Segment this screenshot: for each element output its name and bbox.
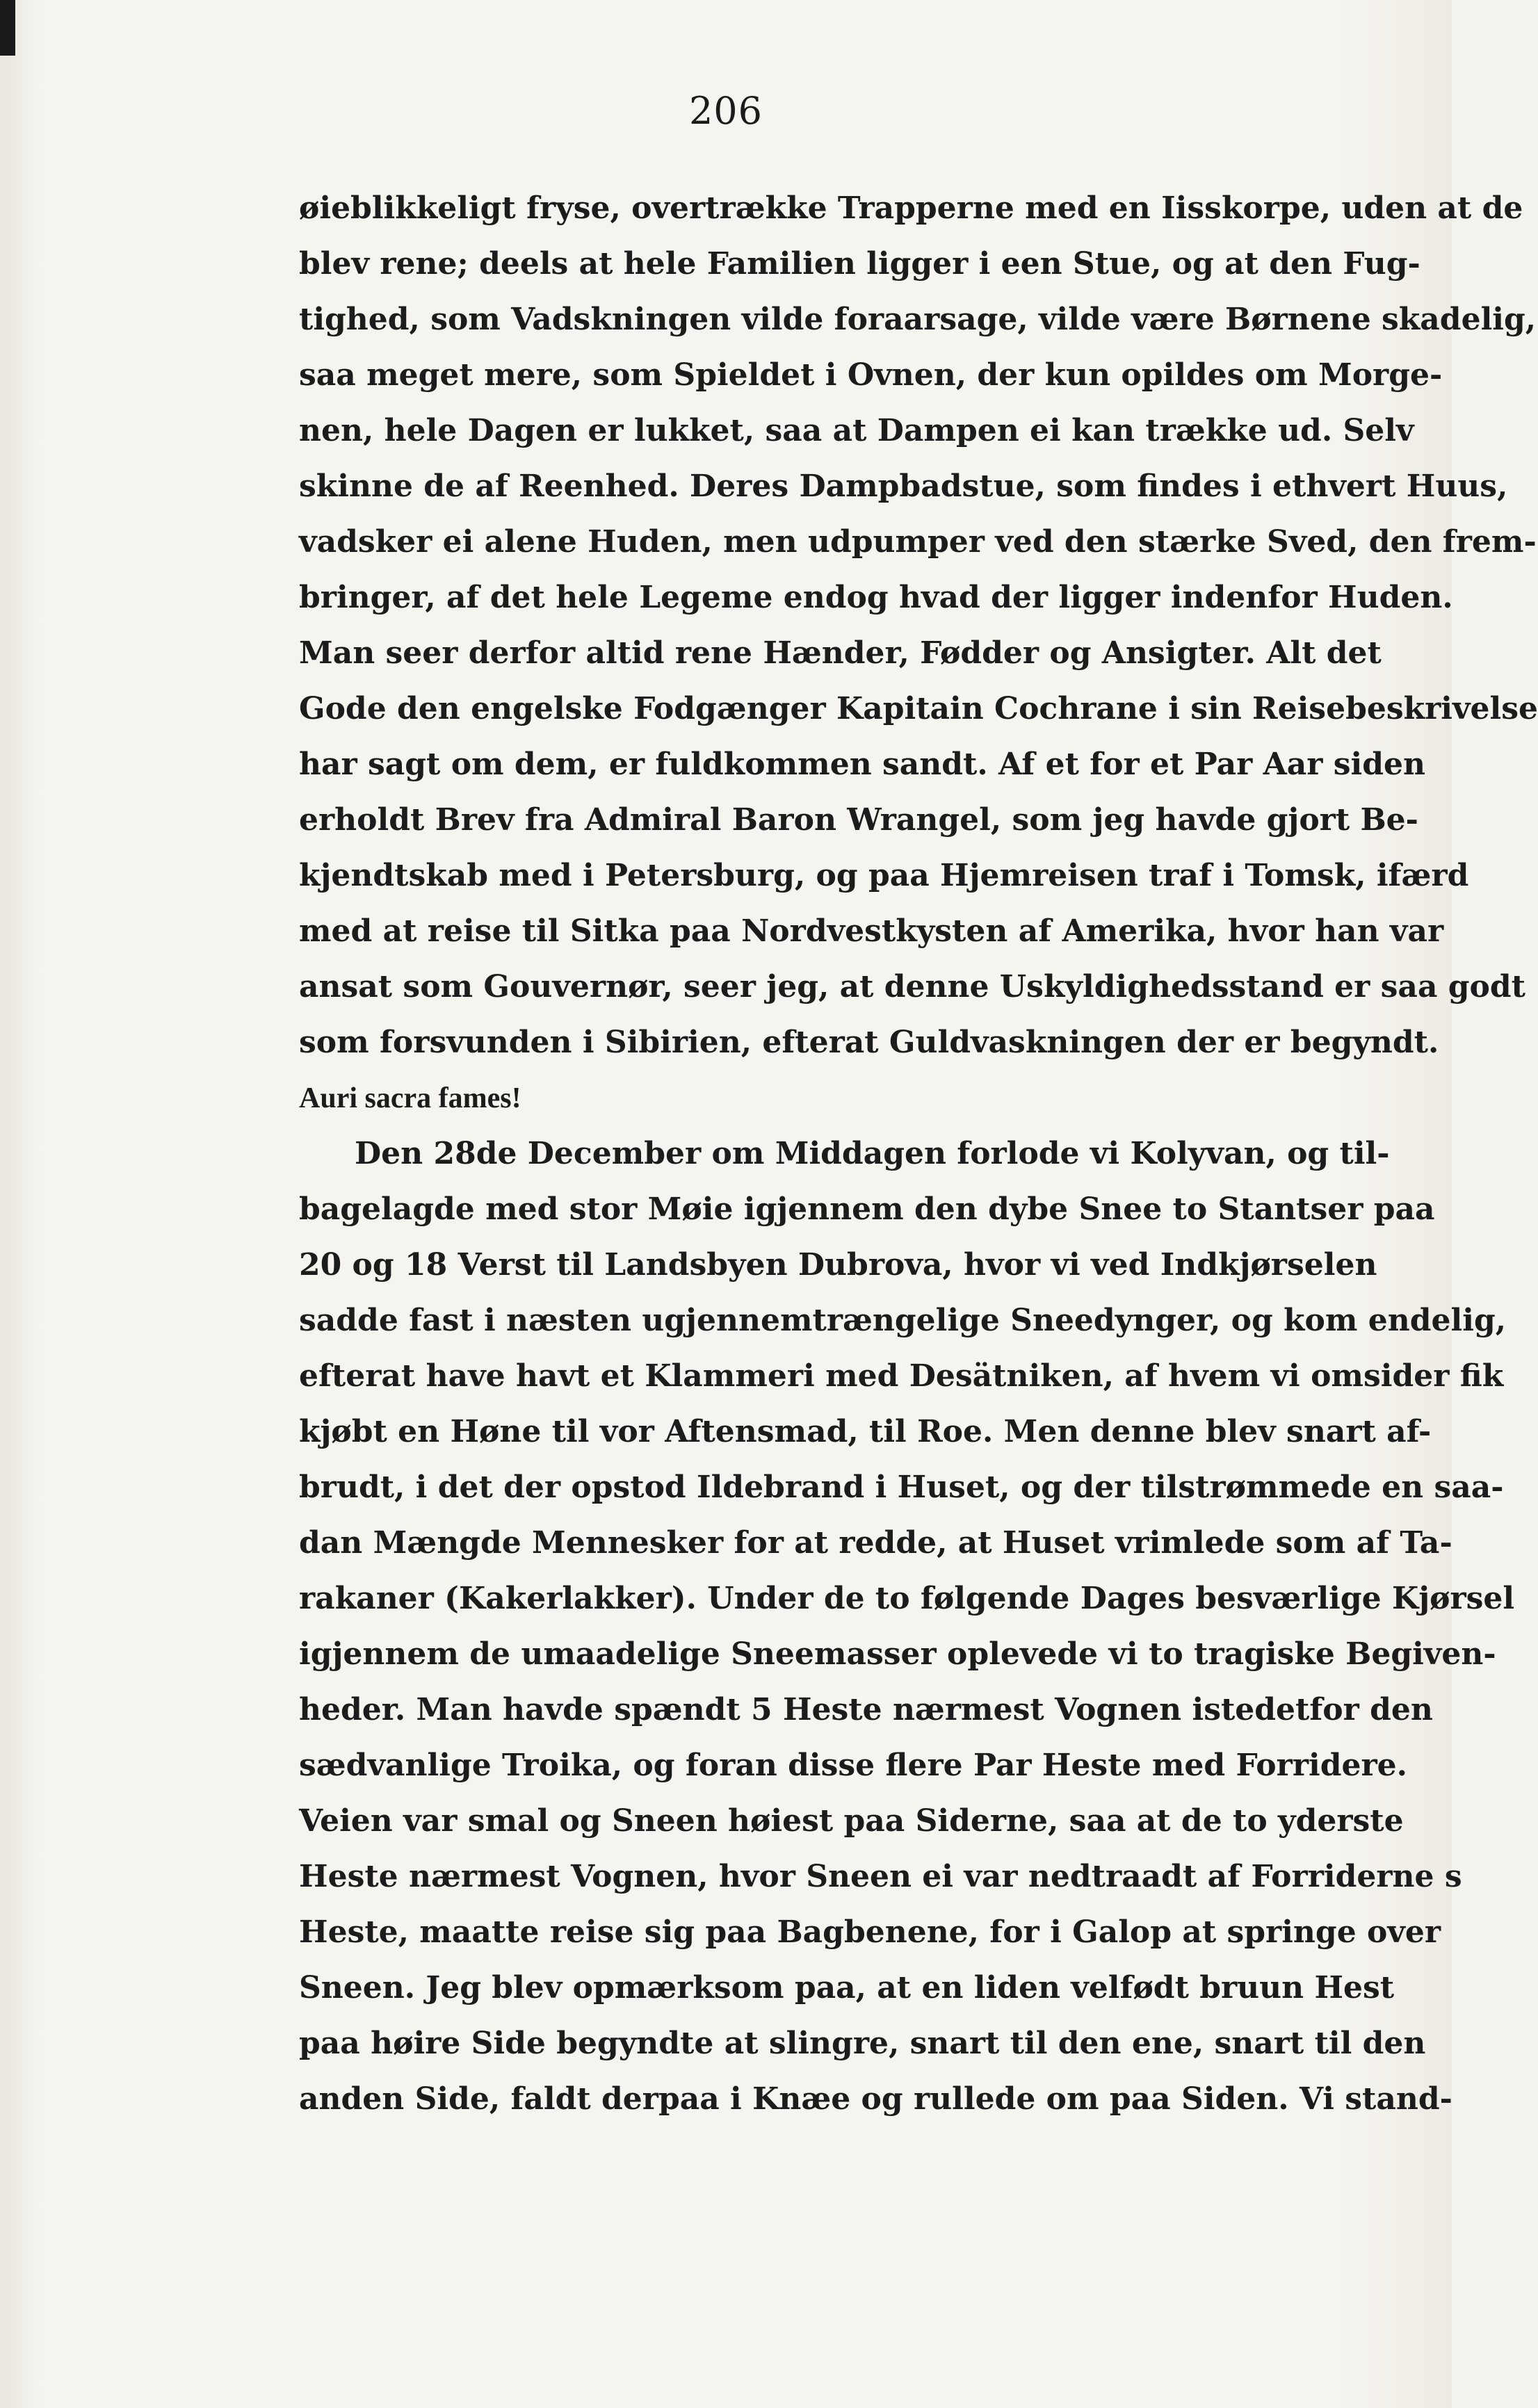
text-line: Veien var smal og Sneen høiest paa Siderne, saa at de to yderste (299, 1803, 1404, 1839)
text-line: Heste, maatte reise sig paa Bagbenene, for i Galop at springe over (299, 1914, 1441, 1950)
text-line: bringer, af det hele Legeme endog hvad der ligger indenfor Huden. (299, 580, 1453, 615)
text-line: som forsvunden i Sibirien, efterat Guldvaskningen der er begyndt. (299, 1025, 1439, 1060)
text-line: rakaner (Kakerlakker). Under de to følgende Dages besværlige Kjørsel (299, 1581, 1515, 1616)
body-text (299, 181, 1538, 2127)
text-line: Sneen. Jeg blev opmærksom paa, at en liden velfødt bruun Hest (299, 1970, 1395, 2006)
text-line: har sagt om dem, er fuldkommen sandt. Af et for et Par Aar siden (299, 747, 1425, 782)
text-line: nen, hele Dagen er lukket, saa at Dampen ei kan trække ud. Selv (299, 413, 1414, 448)
text-line: anden Side, faldt derpaa i Knæe og rullede om paa Siden. Vi stand- (299, 2081, 1452, 2117)
text-line: erholdt Brev fra Admiral Baron Wrangel, som jeg havde gjort Be- (299, 802, 1418, 838)
text-line: med at reise til Sitka paa Nordvestkysten af Amerika, hvor han var (299, 913, 1444, 949)
text-line: bagelagde med stor Møie igjennem den dybe Snee to Stantser paa (299, 1191, 1435, 1227)
text-line: ansat som Gouvernør, seer jeg, at denne Uskyldighedsstand er saa godt (299, 969, 1525, 1004)
text-line: tighed, som Vadskningen vilde foraarsage, vilde være Børnene skadelig, (299, 302, 1537, 337)
text-line: skinne de af Reenhed. Deres Dampbadstue, som findes i ethvert Huus, (299, 469, 1508, 504)
paragraph-start-line: Den 28de December om Middagen forlode vi Kolyvan, og til- (355, 1136, 1390, 1171)
text-line: Man seer derfor altid rene Hænder, Fødder og Ansigter. Alt det (299, 635, 1382, 671)
text-line: Gode den engelske Fodgænger Kapitain Cochrane i sin Reisebeskrivelse (299, 691, 1538, 726)
text-line: sædvanlige Troika, og foran disse flere Par Heste med Forridere. (299, 1748, 1407, 1783)
latin-quote: Auri sacra fames! (299, 1082, 521, 1114)
text-line: sadde fast i næsten ugjennemtrængelige Sneedynger, og kom endelig, (299, 1303, 1507, 1338)
page-number: 206 (688, 89, 763, 133)
text-line: vadsker ei alene Huden, men udpumper ved den stærke Sved, den frem- (299, 524, 1537, 560)
text-line: efterat have havt et Klammeri med Desätniken, af hvem vi omsider fik (299, 1358, 1504, 1394)
text-line: brudt, i det der opstod Ildebrand i Huset, og der tilstrømmede en saa- (299, 1470, 1504, 1505)
text-line: øieblikkeligt fryse, overtrække Trapperne med en Iisskorpe, uden at de (299, 190, 1523, 226)
text-line: paa høire Side begyndte at slingre, snart til den ene, snart til den (299, 2026, 1426, 2061)
text-line: dan Mængde Mennesker for at redde, at Huset vrimlede som af Ta- (299, 1525, 1452, 1561)
text-line: saa meget mere, som Spieldet i Ovnen, der kun opildes om Morge- (299, 357, 1443, 393)
scan-edge-mark (0, 0, 15, 56)
text-line: 20 og 18 Verst til Landsbyen Dubrova, hvor vi ved Indkjørselen (299, 1247, 1377, 1283)
text-line: heder. Man havde spændt 5 Heste nærmest Vognen istedetfor den (299, 1692, 1433, 1727)
text-line: kjendtskab med i Petersburg, og paa Hjemreisen traf i Tomsk, ifærd (299, 858, 1469, 893)
text-line: igjennem de umaadelige Sneemasser oplevede vi to tragiske Begiven- (299, 1636, 1496, 1672)
text-line: kjøbt en Høne til vor Aftensmad, til Roe. Men denne blev snart af- (299, 1414, 1432, 1449)
text-line: Heste nærmest Vognen, hvor Sneen ei var nedtraadt af Forriderne s (299, 1859, 1462, 1894)
text-line: blev rene; deels at hele Familien ligger i een Stue, og at den Fug- (299, 246, 1420, 282)
